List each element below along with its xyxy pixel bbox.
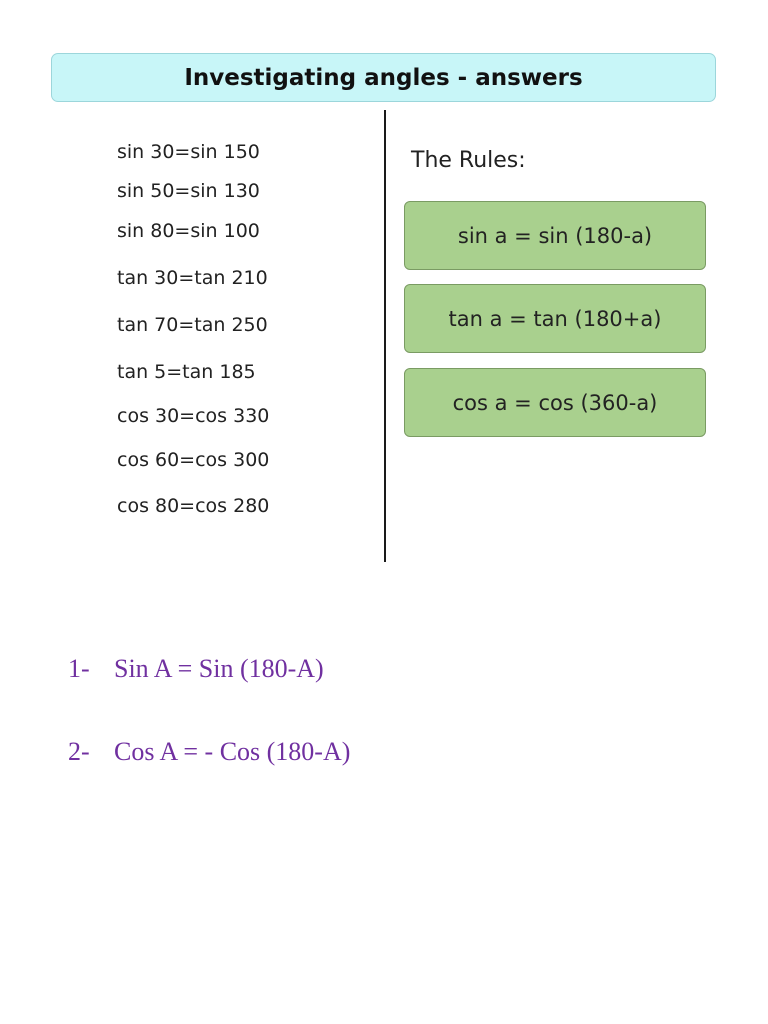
note-text: Sin A = Sin (180-A) — [114, 654, 324, 683]
rules-heading: The Rules: — [411, 148, 526, 173]
rule-cos: cos a = cos (360-a) — [404, 368, 706, 437]
column-divider — [384, 110, 386, 562]
equality-sin-50: sin 50=sin 130 — [117, 180, 260, 202]
title-banner — [51, 53, 716, 102]
rule-tan: tan a = tan (180+a) — [404, 284, 706, 353]
rule-sin: sin a = sin (180-a) — [404, 201, 706, 270]
page-title: Investigating angles - answers — [184, 64, 583, 91]
equality-tan-5: tan 5=tan 185 — [117, 361, 256, 383]
equality-tan-30: tan 30=tan 210 — [117, 267, 268, 289]
note-number: 1- — [68, 654, 90, 683]
equality-tan-70: tan 70=tan 250 — [117, 314, 268, 336]
note-2 — [68, 737, 350, 767]
equality-sin-80: sin 80=sin 100 — [117, 220, 260, 242]
equality-sin-30: sin 30=sin 150 — [117, 141, 260, 163]
equality-cos-60: cos 60=cos 300 — [117, 449, 270, 471]
note-text: Cos A = - Cos (180-A) — [114, 737, 351, 766]
note-1 — [68, 654, 324, 684]
note-number: 2- — [68, 737, 90, 766]
equality-cos-30: cos 30=cos 330 — [117, 405, 270, 427]
equality-cos-80: cos 80=cos 280 — [117, 495, 270, 517]
